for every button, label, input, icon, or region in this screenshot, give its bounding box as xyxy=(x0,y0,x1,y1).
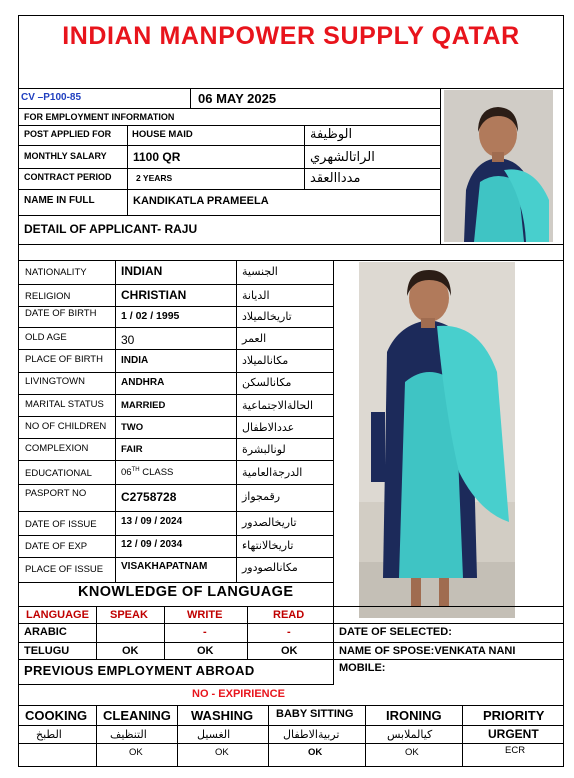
rule xyxy=(18,460,333,461)
rule xyxy=(18,244,564,245)
cv-reference: CV –P100-85 xyxy=(21,92,82,103)
skill-cleaning-status: OK xyxy=(129,747,143,758)
rule xyxy=(18,327,333,328)
rule xyxy=(18,306,333,307)
rule xyxy=(18,349,333,350)
detail-arabic: تاريخالميلاد xyxy=(242,310,292,323)
detail-label: PLACE OF BIRTH xyxy=(25,354,103,365)
detail-arabic: تاريخالانتهاء xyxy=(242,539,294,552)
skill-washing-label: WASHING xyxy=(191,708,254,723)
detail-value: 30 xyxy=(121,333,135,347)
experience-note: NO - EXPIRIENCE xyxy=(192,688,285,700)
spouse-label: NAME OF SPOSE:VENKATA NANI xyxy=(339,645,516,657)
skill-ironing-arabic: كيالملابس xyxy=(387,728,433,741)
knowledge-heading: KNOWLEDGE OF LANGUAGE xyxy=(78,584,294,600)
detail-label: RELIGION xyxy=(25,291,71,302)
detail-value: INDIAN xyxy=(121,264,163,278)
rule xyxy=(18,484,333,485)
salary-arabic: الراتالشهري xyxy=(310,150,375,165)
detail-label: COMPLEXION xyxy=(25,443,89,454)
skill-cleaning-arabic: التنظيف xyxy=(110,728,147,741)
detail-arabic: الديانة xyxy=(242,289,270,302)
detail-value-education: 06TH CLASS xyxy=(121,467,174,479)
skill-cleaning-label: CLEANING xyxy=(103,708,171,723)
contract-value: 2 YEARS xyxy=(136,173,173,183)
contract-label: CONTRACT PERIOD xyxy=(24,172,112,182)
rule xyxy=(18,743,564,744)
post-label: POST APPLIED FOR xyxy=(24,129,112,139)
rule xyxy=(18,145,440,146)
rule xyxy=(462,705,463,767)
language-header: LANGUAGE xyxy=(26,609,89,621)
rule xyxy=(18,511,333,512)
language-write: OK xyxy=(197,645,214,657)
rule xyxy=(268,705,269,767)
rule xyxy=(18,582,333,583)
applicant-portrait-photo xyxy=(444,90,553,242)
detail-arabic: رقمجواز xyxy=(242,490,281,503)
skill-baby-sitting-label: BABY SITTING xyxy=(276,708,354,720)
detail-value: ANDHRA xyxy=(121,377,165,388)
date-selected-label: DATE OF SELECTED: xyxy=(339,626,452,638)
detail-value: 1 / 02 / 1995 xyxy=(121,310,180,322)
post-value: HOUSE MAID xyxy=(132,129,193,140)
rule xyxy=(164,606,165,659)
detail-label: PLACE OF ISSUE xyxy=(25,564,104,575)
rule xyxy=(18,215,440,216)
rule xyxy=(18,684,333,685)
rule xyxy=(18,535,333,536)
detail-label: NATIONALITY xyxy=(25,267,87,278)
applicant-detail-heading: DETAIL OF APPLICANT- RAJU xyxy=(24,222,198,236)
rule xyxy=(18,659,564,660)
rule xyxy=(18,125,440,126)
language-name: TELUGU xyxy=(24,645,70,657)
rule xyxy=(127,125,128,215)
detail-label: LIVINGTOWN xyxy=(25,376,85,387)
detail-arabic: مكانالسكن xyxy=(242,376,292,389)
skill-baby-sitting-status: OK xyxy=(308,747,323,758)
skill-cooking-label: COOKING xyxy=(25,708,88,723)
rule xyxy=(18,372,333,373)
rule xyxy=(440,88,441,244)
rule xyxy=(247,606,248,659)
page-title: INDIAN MANPOWER SUPPLY QATAR xyxy=(62,22,520,50)
detail-label: DATE OF ISSUE xyxy=(25,519,97,530)
skill-ironing-label: IRONING xyxy=(386,708,442,723)
priority-value: URGENT xyxy=(488,727,539,741)
cv-date: 06 MAY 2025 xyxy=(198,91,277,106)
rule xyxy=(18,260,564,261)
rule xyxy=(18,642,564,643)
rule xyxy=(115,260,116,582)
rule xyxy=(18,394,333,395)
language-name: ARABIC xyxy=(24,626,67,638)
detail-arabic: العمر xyxy=(242,332,267,345)
skill-ironing-status: OK xyxy=(405,747,419,758)
detail-value: C2758728 xyxy=(121,490,177,504)
detail-value: INDIA xyxy=(121,355,149,366)
rule xyxy=(18,416,333,417)
mobile-label: MOBILE: xyxy=(339,662,386,674)
rule xyxy=(177,705,178,767)
language-header: WRITE xyxy=(187,609,223,621)
skill-cooking-arabic: الطبخ xyxy=(36,728,62,741)
detail-value: FAIR xyxy=(121,444,143,455)
detail-value: TWO xyxy=(121,422,144,433)
rule xyxy=(365,705,366,767)
rule xyxy=(18,623,564,624)
language-read: OK xyxy=(281,645,298,657)
detail-label: OLD AGE xyxy=(25,332,67,343)
rule xyxy=(18,88,564,89)
language-header: READ xyxy=(273,609,305,621)
detail-value: CHRISTIAN xyxy=(121,288,187,302)
salary-value: 1100 QR xyxy=(133,150,181,164)
detail-arabic: مكانالصودور xyxy=(242,561,298,574)
detail-arabic: الجنسية xyxy=(242,265,278,278)
contract-arabic: مدداالعقد xyxy=(310,171,361,186)
priority-label: PRIORITY xyxy=(483,708,545,723)
rule xyxy=(18,557,333,558)
skill-baby-sitting-arabic: تربيةالاطفال xyxy=(283,728,340,741)
detail-value: VISAKHAPATNAM xyxy=(121,561,208,572)
detail-arabic: مكانالميلاد xyxy=(242,354,289,367)
full-name-label: NAME IN FULL xyxy=(24,195,95,206)
rule xyxy=(18,438,333,439)
rule xyxy=(333,606,334,685)
employment-info-heading: FOR EMPLOYMENT INFORMATION xyxy=(24,112,175,122)
detail-arabic: عددالاطفال xyxy=(242,421,295,434)
detail-label: NO OF CHILDREN xyxy=(25,421,107,432)
rule xyxy=(18,705,564,706)
previous-employment-heading: PREVIOUS EMPLOYMENT ABROAD xyxy=(24,663,255,678)
detail-label: DATE OF BIRTH xyxy=(25,308,97,319)
full-name-value: KANDIKATLA PRAMEELA xyxy=(133,195,269,207)
rule xyxy=(236,260,237,582)
rule xyxy=(18,606,564,607)
detail-arabic: الدرجةالعامية xyxy=(242,466,303,479)
rule xyxy=(18,725,564,726)
post-arabic: الوظيفة xyxy=(310,127,353,142)
rule xyxy=(96,705,97,767)
detail-label: DATE OF EXP xyxy=(25,541,88,552)
language-header: SPEAK xyxy=(110,609,148,621)
language-write: - xyxy=(203,626,207,638)
detail-value: 12 / 09 / 2034 xyxy=(121,539,183,550)
rule xyxy=(18,168,440,169)
language-read: - xyxy=(287,626,291,638)
detail-label: EDUCATIONAL xyxy=(25,468,92,479)
rule xyxy=(190,88,191,108)
rule xyxy=(96,606,97,659)
detail-arabic: الحالةالاجتماعية xyxy=(242,399,314,412)
detail-value: 13 / 09 / 2024 xyxy=(121,516,183,527)
language-speak: OK xyxy=(122,645,139,657)
skill-washing-arabic: الغسيل xyxy=(197,728,231,741)
applicant-full-photo xyxy=(359,262,515,618)
rule xyxy=(333,260,334,606)
salary-label: MONTHLY SALARY xyxy=(24,151,107,161)
rule xyxy=(304,125,305,189)
rule xyxy=(18,108,440,109)
detail-label: PASPORT NO xyxy=(25,488,87,499)
detail-value: MARRIED xyxy=(121,400,166,411)
rule xyxy=(18,284,333,285)
detail-arabic: لونالبشرة xyxy=(242,443,286,456)
detail-arabic: تاريخالصدور xyxy=(242,516,297,529)
skill-washing-status: OK xyxy=(215,747,229,758)
priority-status: ECR xyxy=(505,745,526,756)
detail-label: MARITAL STATUS xyxy=(25,399,104,410)
rule xyxy=(18,189,440,190)
